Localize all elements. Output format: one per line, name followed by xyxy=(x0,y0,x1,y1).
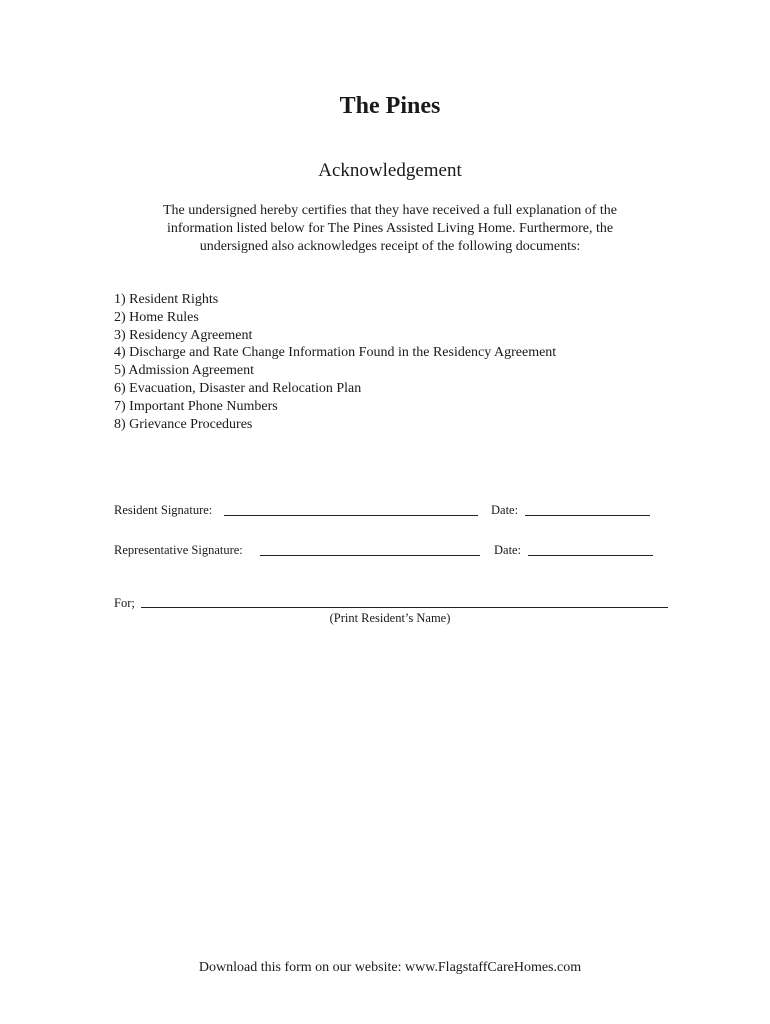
list-item: 2) Home Rules xyxy=(114,309,199,325)
list-item: 6) Evacuation, Disaster and Relocation Plan xyxy=(114,380,362,396)
document-list xyxy=(114,291,556,433)
intro-line: information listed below for The Pines Assisted Living Home. Furthermore, the xyxy=(166,221,614,236)
intro-line: undersigned also acknowledges receipt of the following documents: xyxy=(199,239,581,254)
list-item: 8) Grievance Procedures xyxy=(114,416,253,432)
list-item: 4) Discharge and Rate Change Information Found in the Residency Agreement xyxy=(114,345,557,361)
representative-date-field[interactable] xyxy=(528,555,653,556)
resident-name-field[interactable] xyxy=(141,607,668,608)
resident-date-field[interactable] xyxy=(525,515,650,516)
print-name-note: (Print Resident’s Name) xyxy=(329,611,451,625)
list-item: 5) Admission Agreement xyxy=(114,363,254,379)
list-item: 7) Important Phone Numbers xyxy=(114,398,278,414)
representative-signature-label: Representative Signature: xyxy=(114,543,243,557)
list-item: 3) Residency Agreement xyxy=(114,327,253,343)
representative-date-label: Date: xyxy=(494,543,522,557)
resident-signature-label: Resident Signature: xyxy=(114,503,213,517)
footer-download-text: Download this form on our website: www.FlagstaffCareHomes.com xyxy=(198,960,582,975)
page-subtitle: Acknowledgement xyxy=(318,160,462,181)
resident-date-label: Date: xyxy=(491,503,519,517)
intro-paragraph xyxy=(130,202,650,256)
intro-line: The undersigned hereby certifies that they have received a full explanation of the xyxy=(162,203,618,218)
page-title: The Pines xyxy=(339,93,441,119)
resident-signature-field[interactable] xyxy=(224,515,478,516)
for-label: For; xyxy=(114,596,135,610)
representative-signature-field[interactable] xyxy=(260,555,480,556)
list-item: 1) Resident Rights xyxy=(114,292,219,307)
